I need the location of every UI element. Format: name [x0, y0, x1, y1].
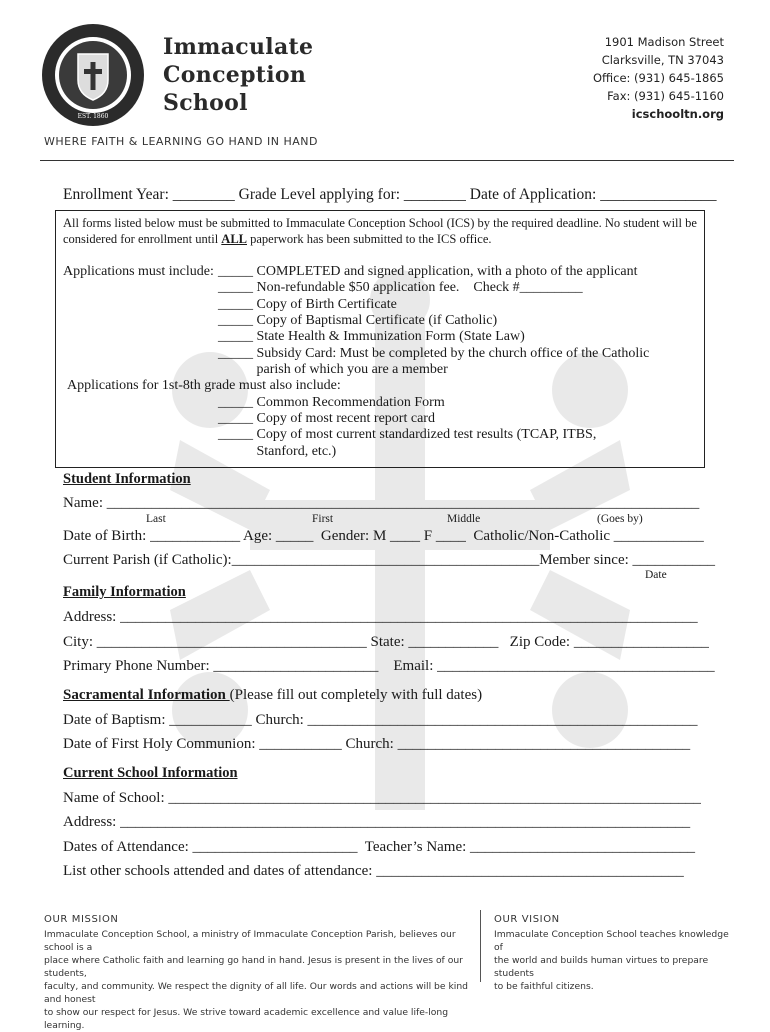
- checklist-item-continued: parish of which you are a member: [218, 362, 448, 377]
- school-address-field[interactable]: Address: ____________________________________________________________________________: [63, 814, 691, 830]
- vision-title: OUR VISION: [494, 914, 560, 925]
- website-link[interactable]: icschooltn.org: [631, 107, 724, 121]
- svg-text:EST. 1860: EST. 1860: [77, 113, 109, 120]
- current-school-heading: Current School Information: [63, 765, 238, 781]
- mission-text: Immaculate Conception School, a ministry of Immaculate Conception Parish, believes our school is a place where Catholic faith and learning go hand in hand. Jesus is present in the lives of our students, faculty, and community. We respect the dignity of all life. Our words and actions will be kind and honest to show our respect for Jesus. We strive toward academic excellence and value life-long learning.: [44, 929, 468, 1031]
- family-info-heading: Family Information: [63, 584, 186, 600]
- sacramental-info-heading: Sacramental Information: [63, 687, 230, 703]
- sacramental-heading-row: [63, 687, 482, 704]
- city-state-zip-field[interactable]: City: ____________________________________ State: ____________ Zip Code: __________________: [63, 634, 709, 650]
- checklist-item[interactable]: _____ Copy of most recent report card: [218, 411, 435, 426]
- office-phone: Office: (931) 645-1865: [592, 71, 724, 85]
- phone-email-field[interactable]: Primary Phone Number: ______________________ Email: _____________________________________: [63, 658, 715, 674]
- current-parish-field[interactable]: Current Parish (if Catholic):_________________________________________Member since: ___________: [63, 552, 716, 568]
- checklist-item[interactable]: _____ Common Recommendation Form: [218, 395, 445, 410]
- sacramental-note: (Please fill out completely with full dates): [229, 687, 483, 703]
- attendance-teacher-field[interactable]: Dates of Attendance: ______________________ Teacher’s Name: ______________________________: [63, 839, 696, 855]
- fax-number: Fax: (931) 645-1160: [607, 89, 724, 103]
- student-info-heading: Student Information: [63, 471, 191, 487]
- school-seal-logo: [40, 22, 146, 128]
- checklist-item-continued: Stanford, etc.): [218, 444, 337, 459]
- notice-line-1: All forms listed below must be submitted to Immaculate Conception School (ICS) by the required deadline. No student will be: [63, 216, 697, 230]
- mission-title: OUR MISSION: [44, 914, 119, 925]
- checklist-item[interactable]: _____ Copy of Birth Certificate: [218, 297, 397, 312]
- notice-line-2: considered for enrollment until ALL paperwork has been submitted to the ICS office.: [63, 232, 492, 246]
- address-line-2: Clarksville, TN 37043: [601, 53, 724, 67]
- school-name-line-1: Immaculate: [163, 34, 314, 60]
- baptism-field[interactable]: Date of Baptism: ___________ Church: ____________________________________________________: [63, 712, 698, 728]
- middle-name-caption: Middle: [447, 513, 481, 525]
- name-field[interactable]: Name: _______________________________________________________________________________: [63, 495, 700, 511]
- goes-by-caption: (Goes by): [597, 513, 643, 525]
- footer-divider: [480, 910, 481, 982]
- grade-requirements-label: Applications for 1st-8th grade must also include:: [67, 378, 341, 393]
- must-include-label: Applications must include:: [63, 264, 214, 279]
- enrollment-info-line[interactable]: Enrollment Year: ________ Grade Level applying for: ________ Date of Application: _______________: [63, 186, 717, 203]
- checklist-item[interactable]: _____ Subsidy Card: Must be completed by the church office of the Catholic: [218, 346, 650, 361]
- first-name-caption: First: [312, 513, 334, 525]
- checklist-item[interactable]: _____ COMPLETED and signed application, with a photo of the applicant: [218, 264, 638, 279]
- last-name-caption: Last: [146, 513, 166, 525]
- header-divider: [40, 160, 734, 161]
- notice-all-emphasis: ALL: [221, 232, 247, 246]
- other-schools-field[interactable]: List other schools attended and dates of attendance: _________________________________________: [63, 863, 684, 879]
- checklist-item[interactable]: _____ Copy of most current standardized test results (TCAP, ITBS,: [218, 427, 597, 442]
- family-address-field[interactable]: Address: _____________________________________________________________________________: [63, 609, 698, 625]
- tagline: WHERE FAITH & LEARNING GO HAND IN HAND: [44, 135, 318, 148]
- school-name-line-3: School: [163, 90, 248, 116]
- address-line-1: 1901 Madison Street: [604, 35, 724, 49]
- school-name-line-2: Conception: [163, 62, 307, 88]
- checklist-item[interactable]: _____ State Health & Immunization Form (State Law): [218, 329, 525, 344]
- checklist-item[interactable]: _____ Copy of Baptismal Certificate (if Catholic): [218, 313, 498, 328]
- member-since-date-caption: Date: [645, 569, 667, 581]
- checklist-item[interactable]: _____ Non-refundable $50 application fee. Check #_________: [218, 280, 583, 295]
- school-name-field[interactable]: Name of School: _______________________________________________________________________: [63, 790, 701, 806]
- first-communion-field[interactable]: Date of First Holy Communion: ___________ Church: _______________________________________: [63, 736, 691, 752]
- birth-age-gender-field[interactable]: Date of Birth: ____________ Age: _____ Gender: M ____ F ____ Catholic/Non-Catholic ____________: [63, 528, 704, 544]
- vision-text: Immaculate Conception School teaches knowledge of the world and builds human virtues to prepare students to be faithful citizens.: [494, 929, 729, 992]
